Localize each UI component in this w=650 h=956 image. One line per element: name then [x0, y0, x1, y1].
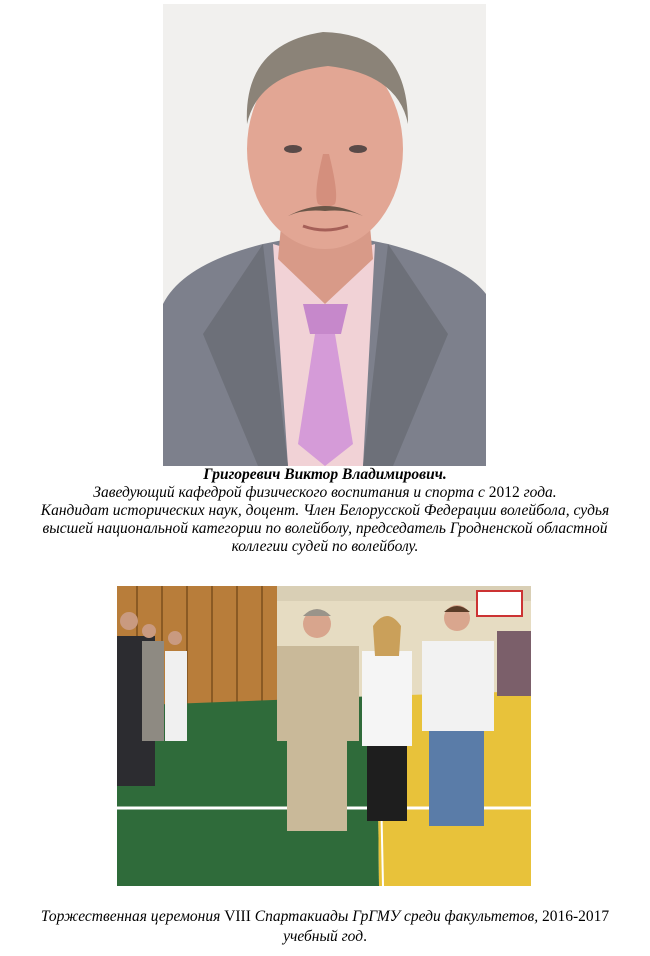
caption2-part3: учебный год — [283, 928, 364, 945]
position-text: Заведующий кафедрой физического воспитания и спорта с — [93, 484, 489, 501]
caption2-part1: Торжественная церемония — [40, 908, 225, 925]
portrait-image — [163, 4, 486, 466]
person-name: Григоревич Виктор Владимирович. — [203, 466, 447, 483]
portrait-photo — [163, 4, 486, 466]
position-suffix: года. — [519, 484, 557, 501]
caption-line-5: коллегии судей по волейболу. — [231, 538, 419, 555]
position-line — [0, 484, 650, 502]
caption2-end: . — [363, 928, 367, 945]
caption2-part2: Спартакиады ГрГМУ среди факультетов, — [250, 908, 542, 925]
ceremony-image — [117, 586, 531, 886]
caption-line-3: Кандидат исторических наук, доцент. Член Белорусской Федерации волейбола, судья — [40, 502, 610, 519]
caption-line-4: высшей национальной категории по волейболу, председатель Гродненской областной — [42, 520, 608, 537]
ceremony-caption — [0, 907, 650, 947]
caption2-years: 2016-2017 — [542, 908, 610, 925]
portrait-caption — [0, 466, 650, 556]
ceremony-photo — [117, 586, 531, 886]
caption2-roman: VIII — [224, 908, 251, 925]
position-year: 2012 — [488, 484, 520, 501]
